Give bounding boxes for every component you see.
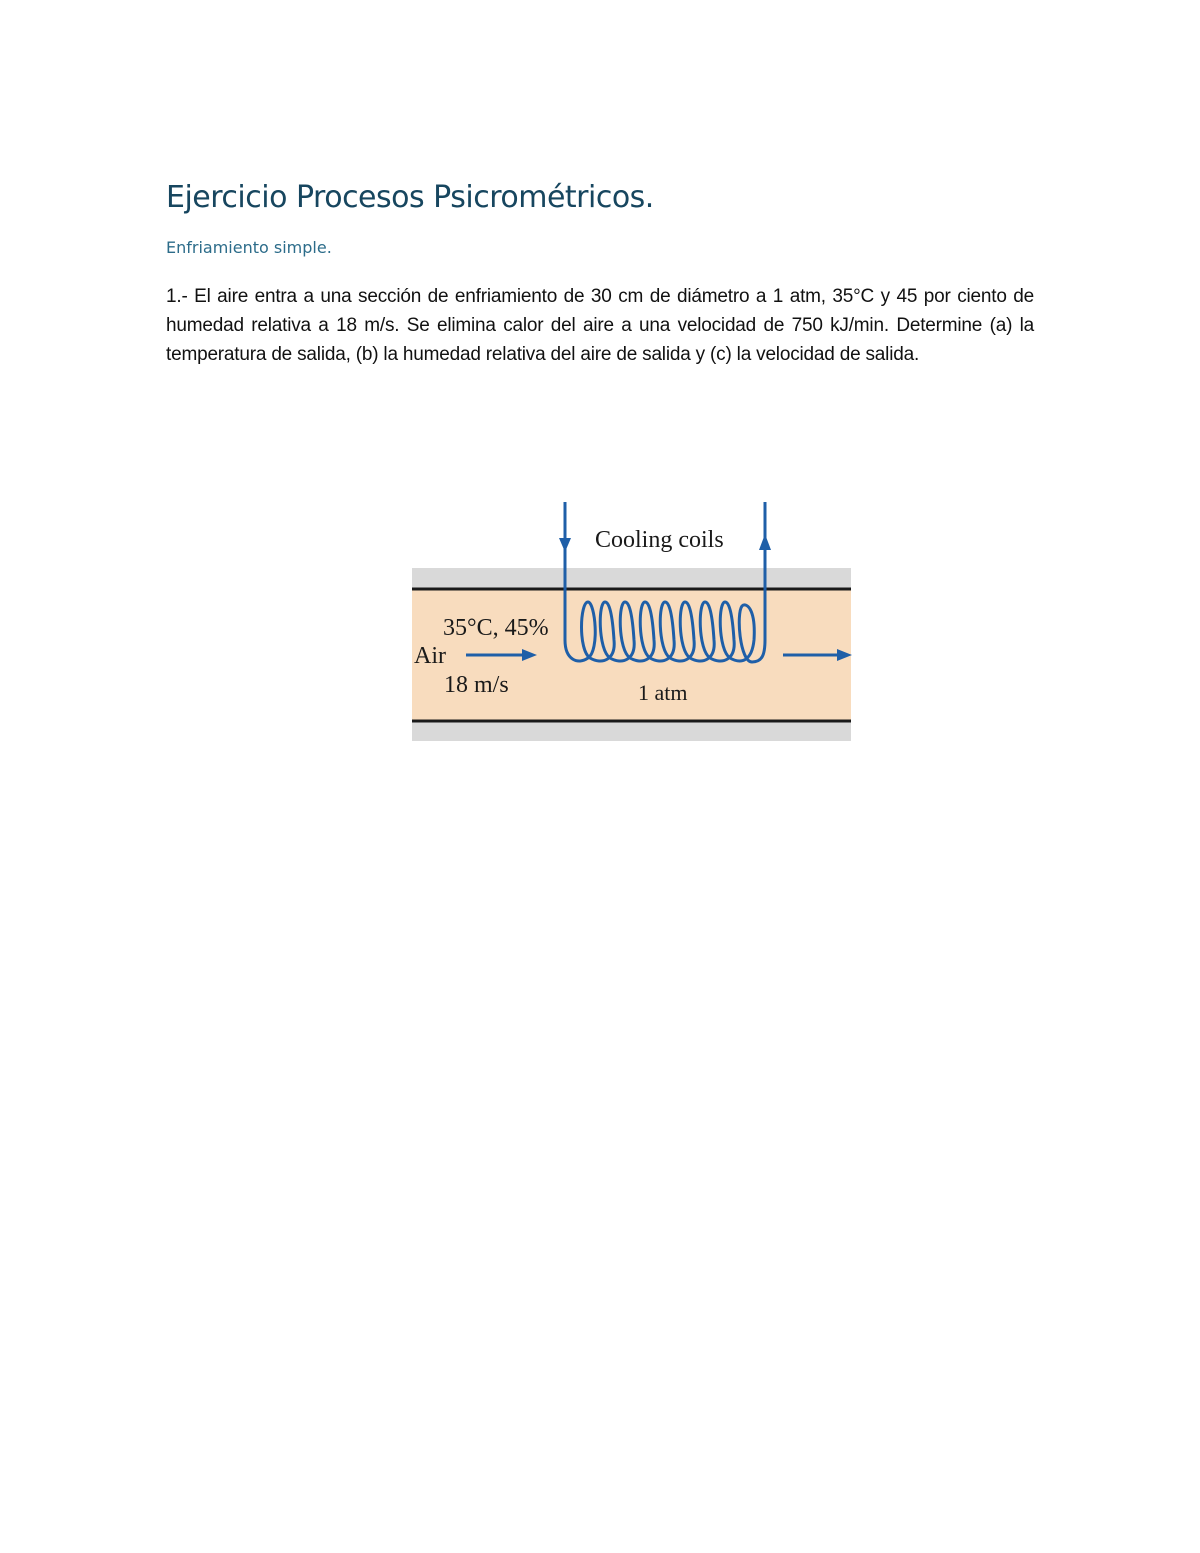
inlet-velocity-label: 18 m/s	[444, 672, 509, 698]
problem-statement: 1.- El aire entra a una sección de enfriamiento de 30 cm de diámetro a 1 atm, 35°C y 45 por ciento de humedad relativa a 18 m/s. Se elimina calor del aire a una velocidad de 750 kJ/min. Determine (a) la temperatura de salida, (b) la humedad relativa del aire de salida y (c) la velocidad de salida.	[166, 286, 1034, 365]
section-subtitle: Enfriamiento simple.	[166, 238, 332, 257]
coil-inlet-arrow-icon	[559, 538, 571, 552]
coils-label: Cooling coils	[595, 527, 724, 553]
air-label: Air	[414, 643, 446, 669]
cooling-section-figure	[400, 490, 860, 750]
inlet-conditions-label: 35°C, 45%	[443, 615, 549, 641]
page-title: Ejercicio Procesos Psicrométricos.	[166, 180, 654, 215]
cooling-diagram	[400, 490, 860, 750]
pressure-label: 1 atm	[638, 680, 688, 705]
duct-bottom-wall	[412, 721, 851, 741]
coil-outlet-arrow-icon	[759, 534, 771, 550]
duct-top-wall	[412, 568, 851, 589]
